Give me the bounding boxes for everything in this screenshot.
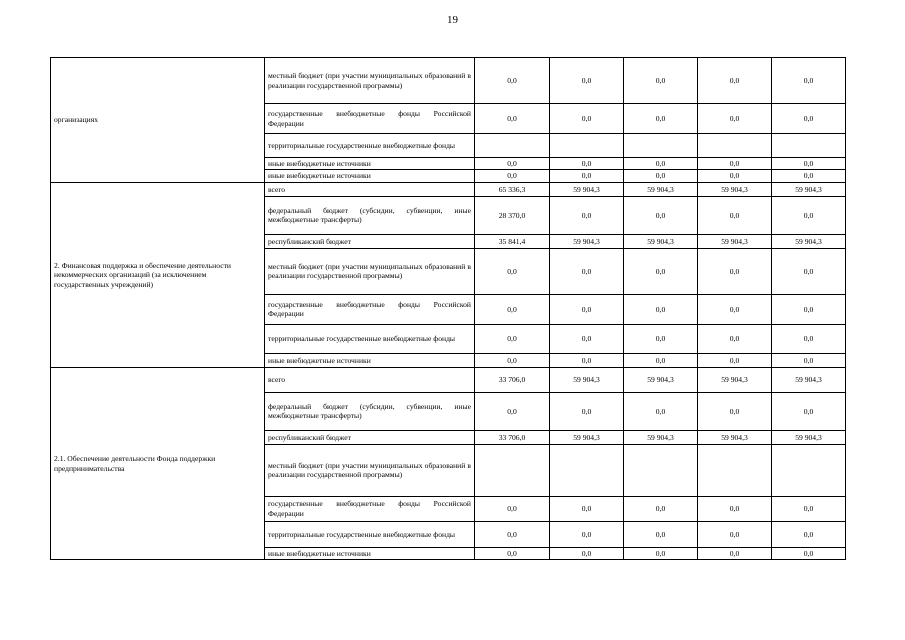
- value-cell: 0,0: [624, 324, 698, 353]
- table-row: [51, 58, 846, 104]
- funding-source-cell: местный бюджет (при участии муниципальных образований в реализации государственной программы): [265, 248, 475, 294]
- value-cell: [550, 134, 624, 158]
- funding-source-cell: иные внебюджетные источники: [265, 170, 475, 182]
- value-cell: 0,0: [475, 521, 550, 547]
- value-cell: 0,0: [624, 521, 698, 547]
- value-cell: 0,0: [698, 353, 772, 367]
- value-cell: 0,0: [698, 248, 772, 294]
- value-cell: 59 904,3: [772, 182, 846, 196]
- value-cell: 59 904,3: [550, 182, 624, 196]
- value-cell: 0,0: [698, 58, 772, 104]
- funding-source-cell: всего: [265, 182, 475, 196]
- value-cell: 59 904,3: [550, 367, 624, 392]
- value-cell: 0,0: [475, 324, 550, 353]
- value-cell: 59 904,3: [624, 182, 698, 196]
- value-cell: 59 904,3: [624, 234, 698, 248]
- value-cell: 0,0: [475, 170, 550, 182]
- value-cell: 0,0: [475, 496, 550, 521]
- funding-source-cell: республиканский бюджет: [265, 234, 475, 248]
- table-row: [51, 367, 846, 392]
- value-cell: 0,0: [550, 58, 624, 104]
- value-cell: 0,0: [475, 547, 550, 559]
- page-number: 19: [447, 14, 458, 26]
- value-cell: 0,0: [698, 392, 772, 430]
- value-cell: 0,0: [624, 294, 698, 324]
- value-cell: 0,0: [550, 158, 624, 170]
- value-cell: 0,0: [475, 158, 550, 170]
- value-cell: [475, 134, 550, 158]
- value-cell: 0,0: [624, 353, 698, 367]
- value-cell: 0,0: [698, 496, 772, 521]
- value-cell: [550, 444, 624, 496]
- funding-source-cell: федеральный бюджет (субсидии, субвенции, иные межбюджетные трансферты): [265, 196, 475, 234]
- value-cell: 0,0: [698, 158, 772, 170]
- value-cell: 0,0: [624, 496, 698, 521]
- value-cell: 0,0: [698, 294, 772, 324]
- value-cell: 59 904,3: [698, 234, 772, 248]
- value-cell: 0,0: [772, 158, 846, 170]
- value-cell: 59 904,3: [550, 234, 624, 248]
- value-cell: 28 370,0: [475, 196, 550, 234]
- value-cell: 0,0: [698, 547, 772, 559]
- value-cell: 59 904,3: [550, 430, 624, 444]
- value-cell: 59 904,3: [698, 430, 772, 444]
- value-cell: 0,0: [550, 170, 624, 182]
- value-cell: 0,0: [772, 496, 846, 521]
- value-cell: 0,0: [475, 294, 550, 324]
- value-cell: 0,0: [624, 104, 698, 134]
- funding-source-cell: территориальные государственные внебюджетные фонды: [265, 324, 475, 353]
- funding-source-cell: иные внебюджетные источники: [265, 158, 475, 170]
- value-cell: 0,0: [624, 158, 698, 170]
- value-cell: 0,0: [624, 547, 698, 559]
- value-cell: 0,0: [475, 58, 550, 104]
- value-cell: 0,0: [475, 104, 550, 134]
- value-cell: 35 841,4: [475, 234, 550, 248]
- value-cell: 59 904,3: [772, 234, 846, 248]
- value-cell: 0,0: [772, 324, 846, 353]
- value-cell: 59 904,3: [698, 182, 772, 196]
- funding-source-cell: государственные внебюджетные фонды Российской Федерации: [265, 104, 475, 134]
- value-cell: 0,0: [772, 58, 846, 104]
- value-cell: 59 904,3: [624, 430, 698, 444]
- value-cell: 0,0: [475, 353, 550, 367]
- value-cell: 59 904,3: [698, 367, 772, 392]
- value-cell: 0,0: [624, 392, 698, 430]
- value-cell: 0,0: [550, 294, 624, 324]
- funding-source-cell: иные внебюджетные источники: [265, 547, 475, 559]
- program-name-cell: 2.1. Обеспечение деятельности Фонда поддержки предпринимательства: [51, 367, 265, 559]
- value-cell: 0,0: [772, 521, 846, 547]
- funding-source-cell: государственные внебюджетные фонды Российской Федерации: [265, 496, 475, 521]
- value-cell: 0,0: [624, 248, 698, 294]
- value-cell: 33 706,0: [475, 367, 550, 392]
- value-cell: 0,0: [550, 392, 624, 430]
- value-cell: 0,0: [772, 170, 846, 182]
- value-cell: 0,0: [550, 248, 624, 294]
- value-cell: 0,0: [624, 170, 698, 182]
- value-cell: [772, 444, 846, 496]
- funding-source-cell: государственные внебюджетные фонды Российской Федерации: [265, 294, 475, 324]
- value-cell: 0,0: [772, 294, 846, 324]
- value-cell: 0,0: [550, 324, 624, 353]
- value-cell: 65 336,3: [475, 182, 550, 196]
- value-cell: 0,0: [698, 324, 772, 353]
- funding-source-cell: местный бюджет (при участии муниципальных образований в реализации государственной программы): [265, 444, 475, 496]
- value-cell: 0,0: [698, 170, 772, 182]
- value-cell: 0,0: [550, 104, 624, 134]
- value-cell: 0,0: [772, 353, 846, 367]
- value-cell: 0,0: [475, 248, 550, 294]
- funding-source-cell: всего: [265, 367, 475, 392]
- value-cell: [772, 134, 846, 158]
- value-cell: 59 904,3: [772, 367, 846, 392]
- value-cell: [698, 444, 772, 496]
- value-cell: 0,0: [772, 392, 846, 430]
- value-cell: 0,0: [550, 521, 624, 547]
- value-cell: 0,0: [475, 392, 550, 430]
- value-cell: 59 904,3: [772, 430, 846, 444]
- value-cell: 0,0: [550, 496, 624, 521]
- value-cell: 0,0: [772, 104, 846, 134]
- funding-table: [50, 57, 846, 560]
- value-cell: 59 904,3: [624, 367, 698, 392]
- value-cell: 0,0: [772, 547, 846, 559]
- value-cell: 0,0: [772, 248, 846, 294]
- value-cell: [624, 444, 698, 496]
- funding-source-cell: местный бюджет (при участии муниципальных образований в реализации государственной программы): [265, 58, 475, 104]
- program-name-cell: организациях: [51, 58, 265, 183]
- funding-source-cell: территориальные государственные внебюджетные фонды: [265, 521, 475, 547]
- funding-source-cell: иные внебюджетные источники: [265, 353, 475, 367]
- table-row: [51, 182, 846, 196]
- funding-source-cell: территориальные государственные внебюджетные фонды: [265, 134, 475, 158]
- value-cell: 0,0: [772, 196, 846, 234]
- value-cell: 0,0: [550, 547, 624, 559]
- value-cell: 0,0: [698, 196, 772, 234]
- funding-source-cell: республиканский бюджет: [265, 430, 475, 444]
- value-cell: 0,0: [550, 353, 624, 367]
- value-cell: 0,0: [624, 196, 698, 234]
- value-cell: 0,0: [624, 58, 698, 104]
- value-cell: 0,0: [698, 521, 772, 547]
- value-cell: 0,0: [698, 104, 772, 134]
- value-cell: 0,0: [550, 196, 624, 234]
- value-cell: [698, 134, 772, 158]
- value-cell: [475, 444, 550, 496]
- funding-source-cell: федеральный бюджет (субсидии, субвенции, иные межбюджетные трансферты): [265, 392, 475, 430]
- value-cell: 33 706,0: [475, 430, 550, 444]
- program-name-cell: 2. Финансовая поддержка и обеспечение деятельности некоммерческих организаций (за исключением государственных учреждений): [51, 182, 265, 367]
- value-cell: [624, 134, 698, 158]
